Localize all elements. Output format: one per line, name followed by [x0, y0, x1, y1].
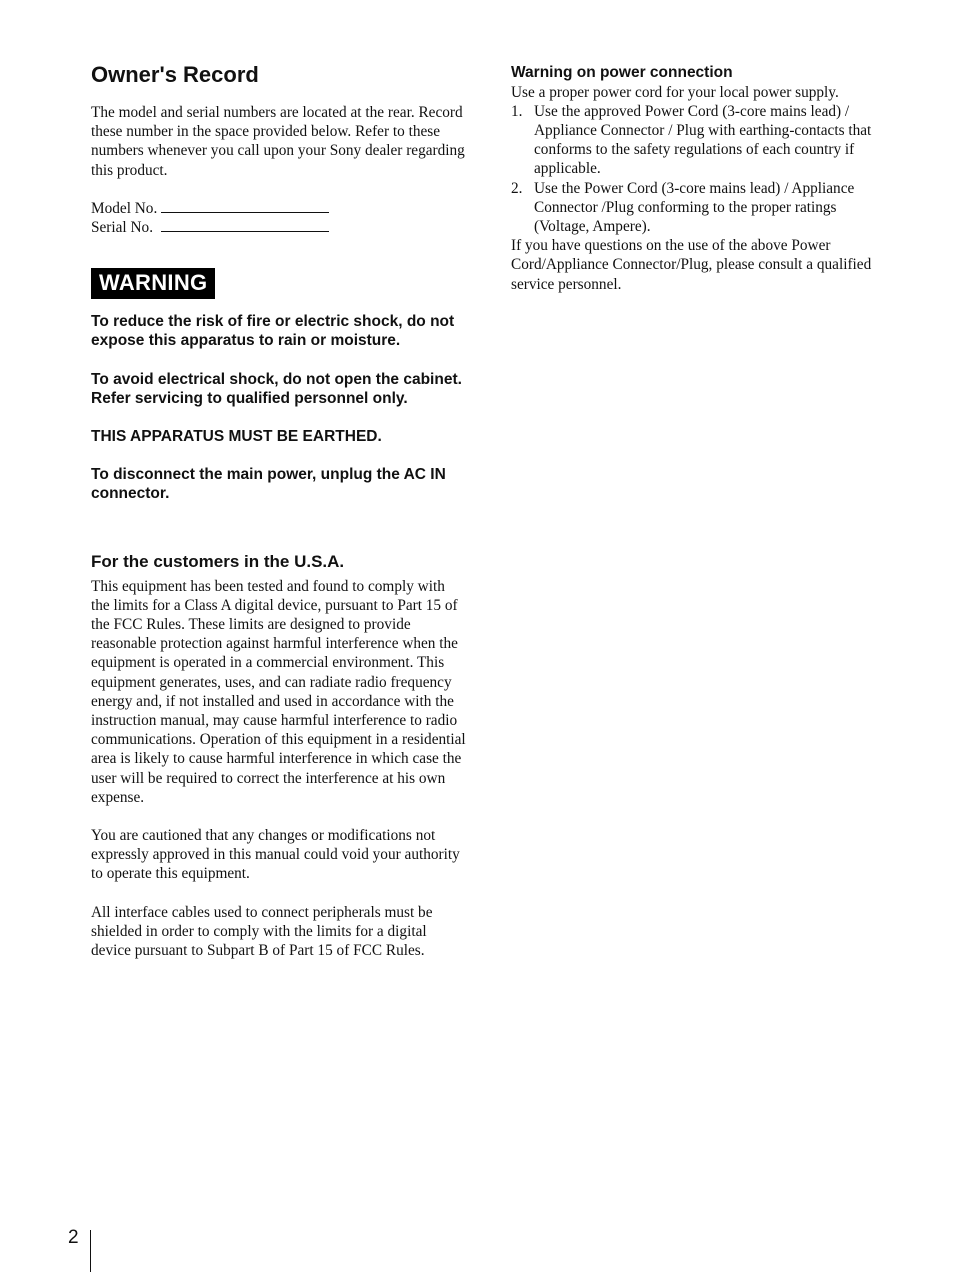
- fcc-paragraph: This equipment has been tested and found to comply with the limits for a Class A digital device, pursuant to Part 15 of the FCC Rules. These limits are designed to provide reasonable protection against harmful interference when the equipment is operated in a commercial environment. This equipment generates, uses, and can radiate radio frequency energy and, if not installed and used in accordance with the instruction manual, may cause harmful interference to radio communications. Operation of this equipment in a residential area is likely to cause harmful interference in which case the user will be required to correct the interference at his own expense.: [91, 577, 466, 806]
- serial-number-line: [91, 218, 466, 237]
- power-warning-title: Warning on power connection: [511, 64, 733, 81]
- page-number: 2: [68, 1227, 79, 1248]
- power-warning-outro: If you have questions on the use of the above Power Cord/Appliance Connector/Plug, please consult a qualified service personnel.: [511, 237, 872, 293]
- fcc-paragraph: All interface cables used to connect peripherals must be shielded in order to comply with the limits for a digital device pursuant to Subpart B of Part 15 of FCC Rules.: [91, 903, 433, 960]
- owners-record-title: Owner's Record: [91, 62, 259, 87]
- owners-record-intro: The model and serial numbers are located at the rear. Record these number in the space provided below. Refer to these numbers whenever you call upon your Sony dealer regarding this product.: [91, 104, 465, 179]
- step-text: Use the Power Cord (3-core mains lead) / Appliance Connector /Plug conforming to the proper ratings (Voltage, Ampere).: [534, 179, 855, 235]
- model-number-line: [91, 199, 466, 218]
- warning-paragraph: To avoid electrical shock, do not open the cabinet. Refer servicing to qualified personnel only.: [91, 370, 462, 407]
- left-column: [91, 60, 466, 960]
- warning-paragraph: To disconnect the main power, unplug the AC IN connector.: [91, 466, 446, 503]
- list-item: [511, 102, 891, 179]
- serial-number-blank: [161, 218, 329, 232]
- right-column: [511, 63, 891, 294]
- record-fields: [91, 199, 466, 237]
- step-number: 1.: [511, 102, 523, 120]
- serial-number-label: Serial No.: [91, 219, 154, 237]
- list-item: [511, 179, 891, 237]
- warning-badge: WARNING: [91, 268, 215, 299]
- warning-paragraphs: [91, 312, 466, 503]
- power-warning-intro: Use a proper power cord for your local power supply.: [511, 83, 839, 101]
- fcc-paragraphs: [91, 577, 466, 961]
- model-number-blank: [161, 199, 329, 213]
- step-number: 2.: [511, 179, 523, 197]
- power-steps-list: [511, 102, 891, 236]
- warning-paragraph: To reduce the risk of fire or electric shock, do not expose this apparatus to rain or moisture.: [91, 313, 455, 350]
- warning-paragraph: THIS APPARATUS MUST BE EARTHED.: [91, 428, 382, 446]
- model-number-label: Model No.: [91, 199, 158, 217]
- fcc-paragraph: You are cautioned that any changes or modifications not expressly approved in this manual could void your authority to operate this equipment.: [91, 827, 460, 883]
- usa-customers-title: For the customers in the U.S.A.: [91, 551, 345, 571]
- step-text: Use the approved Power Cord (3-core mains lead) / Appliance Connector / Plug with earthing-contacts that conforms to the safety regulations of each country if applicable.: [534, 102, 872, 178]
- page-number-rule: [90, 1230, 91, 1272]
